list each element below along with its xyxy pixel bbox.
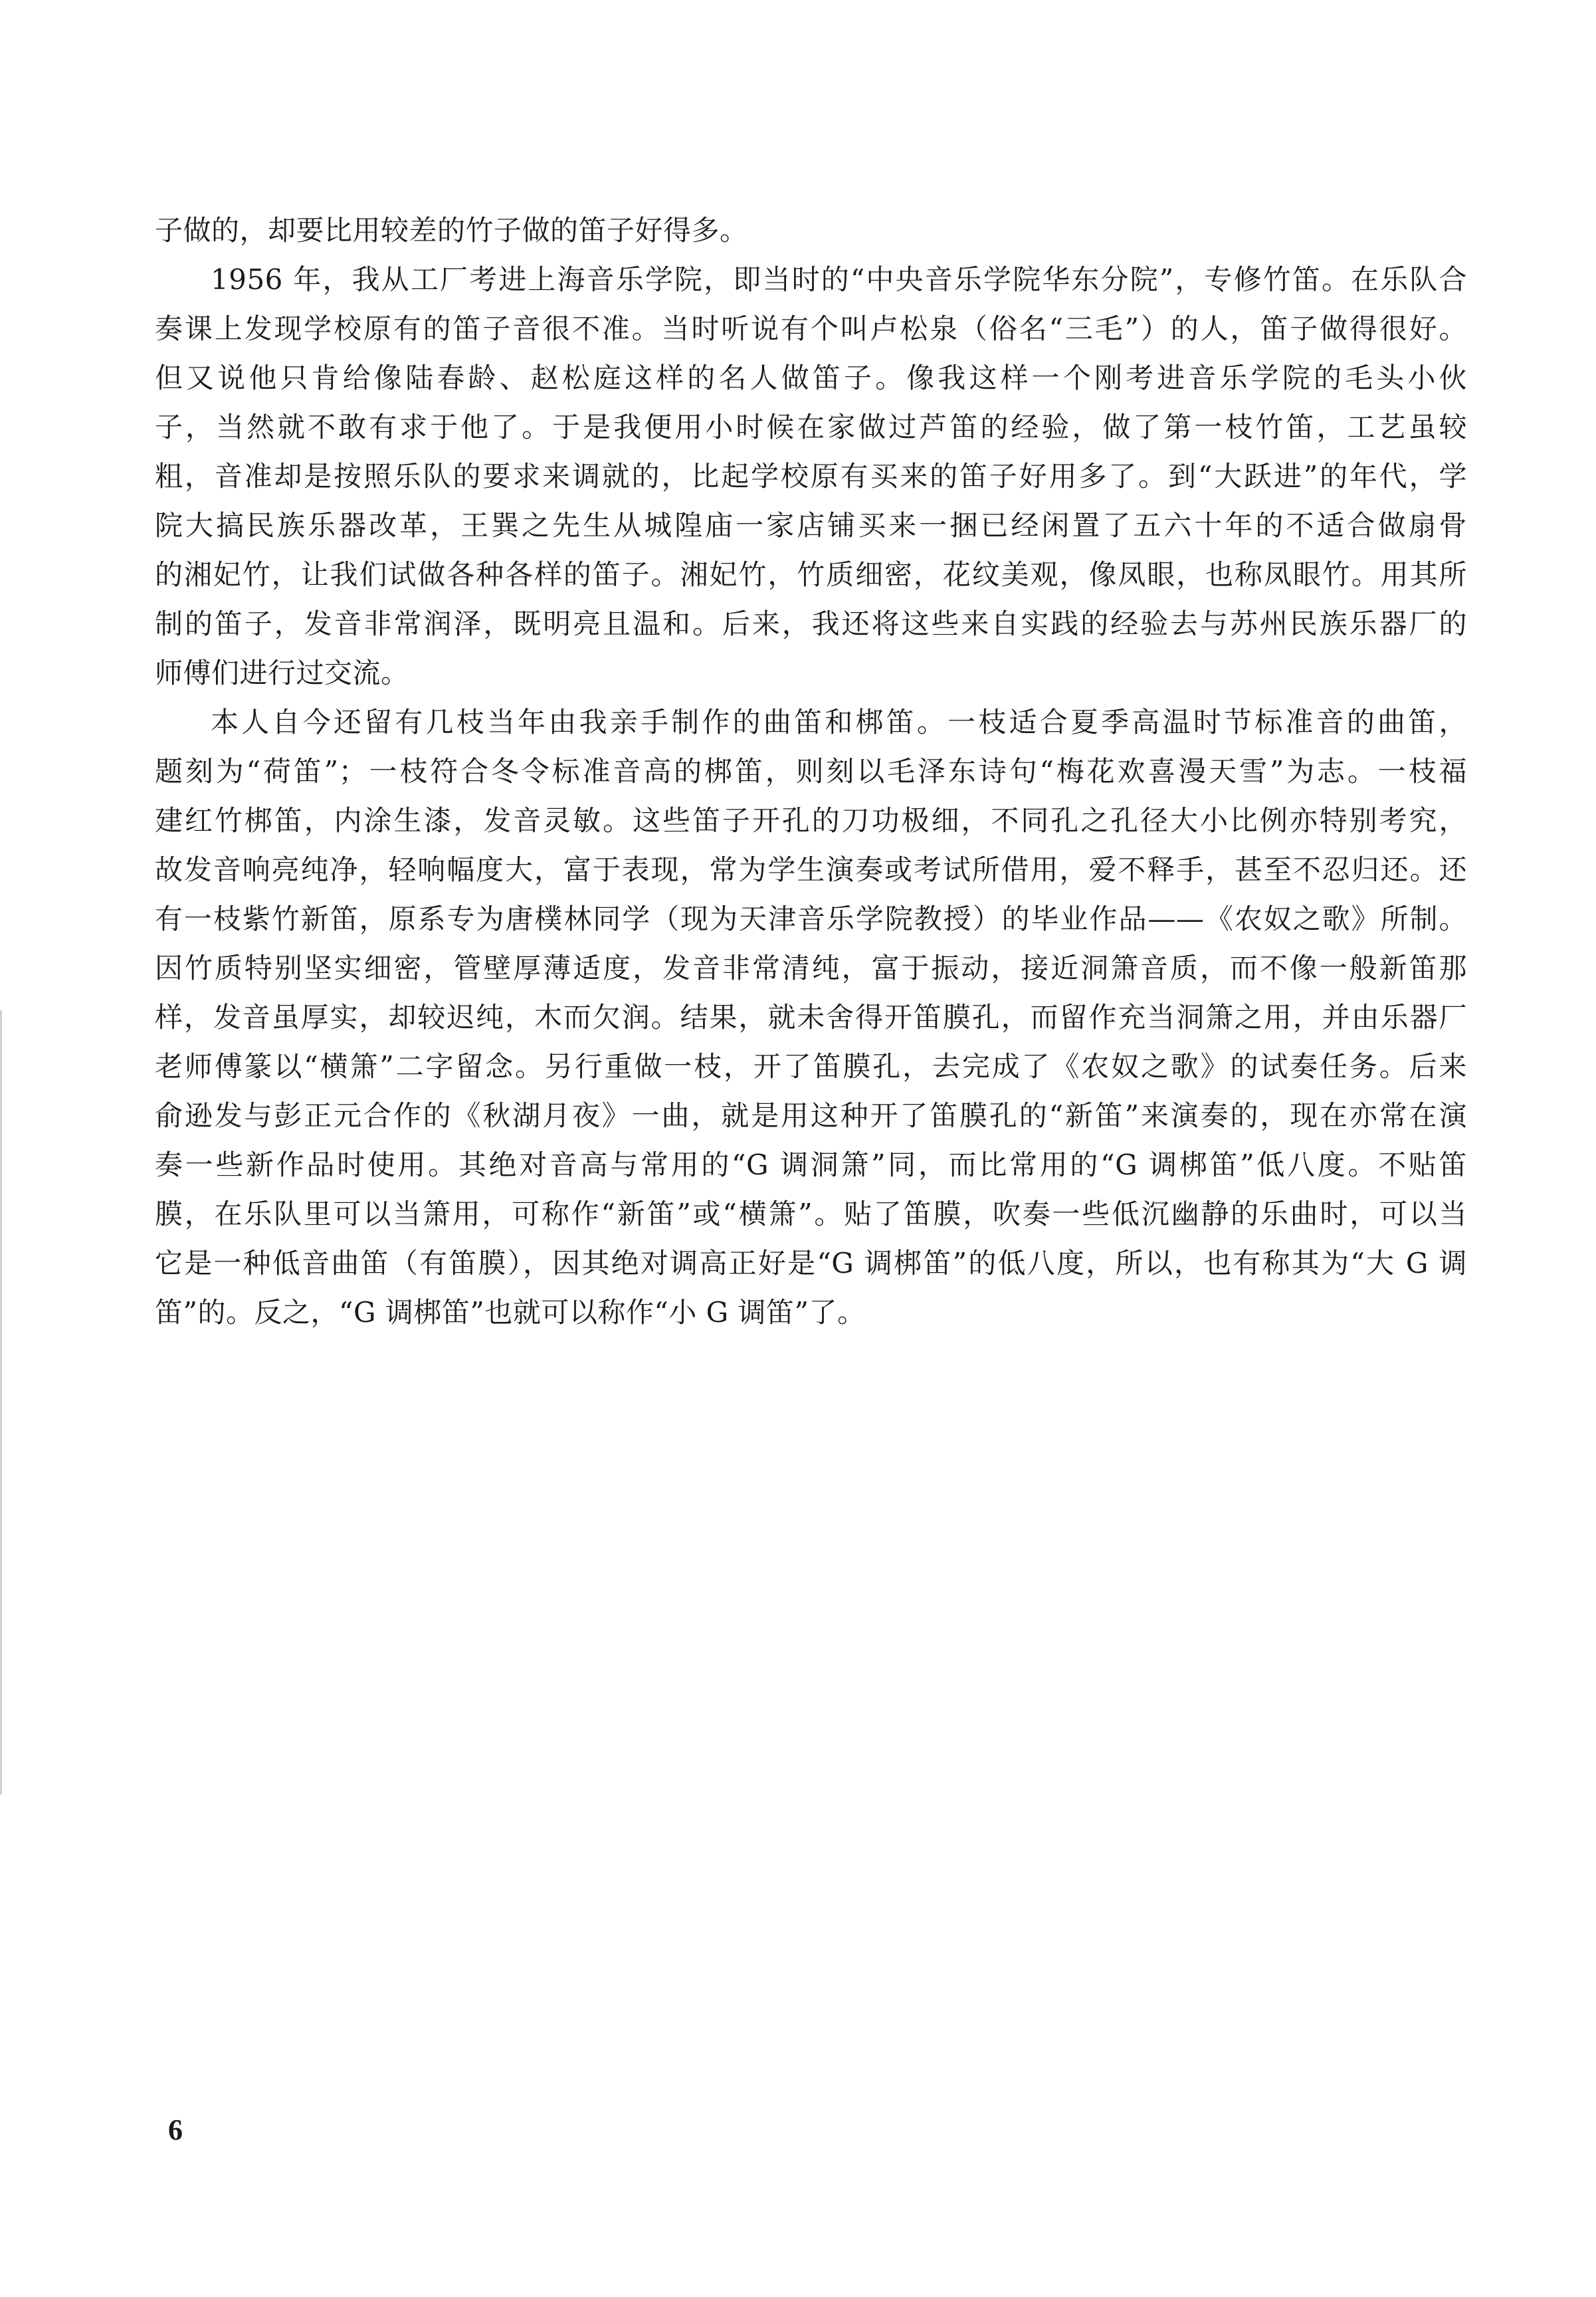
paragraph-line: 本人自今还留有几枝当年由我亲手制作的曲笛和梆笛。一枝适合夏季高温时节标准音的曲笛， xyxy=(211,706,1467,738)
paragraph-line: 1956 年，我从工厂考进上海音乐学院，即当时的“中央音乐学院华东分院”，专修竹笛。在乐队合 xyxy=(211,263,1467,296)
paragraph-line: 但又说他只肯给像陆春龄、赵松庭这样的名人做笛子。像我这样一个刚考进音乐学院的毛头小伙 xyxy=(155,362,1467,394)
paragraph-line: 题刻为“荷笛”；一枝符合冬令标准音高的梆笛，则刻以毛泽东诗句“梅花欢喜漫天雪”为志。一枝福 xyxy=(155,755,1467,788)
paragraph-line: 奏课上发现学校原有的笛子音很不准。当时听说有个叫卢松泉（俗名“三毛”）的人，笛子做得很好。 xyxy=(155,312,1467,345)
paragraph-line: 建红竹梆笛，内涂生漆，发音灵敏。这些笛子开孔的刀功极细，不同孔之孔径大小比例亦特别考究， xyxy=(155,804,1467,837)
paragraph-line: 的湘妃竹，让我们试做各种各样的笛子。湘妃竹，竹质细密，花纹美观，像凤眼，也称凤眼竹。用其所 xyxy=(155,558,1467,591)
paragraph-line: 制的笛子，发音非常润泽，既明亮且温和。后来，我还将这些来自实践的经验去与苏州民族乐器厂的 xyxy=(155,607,1467,640)
paragraph-line: 院大搞民族乐器改革，王巽之先生从城隍庙一家店铺买来一捆已经闲置了五六十年的不适合做扇骨 xyxy=(155,509,1467,542)
paragraph-line: 子做的，却要比用较差的竹子做的笛子好得多。 xyxy=(155,214,748,247)
paragraph-line: 有一枝紫竹新笛，原系专为唐樸林同学（现为天津音乐学院教授）的毕业作品——《农奴之歌》所制。 xyxy=(155,903,1467,935)
paragraph-line: 奏一些新作品时使用。其绝对音高与常用的“G 调洞箫”同，而比常用的“G 调梆笛”低八度。不贴笛 xyxy=(155,1148,1467,1181)
paragraph-line: 笛”的。反之，“G 调梆笛”也就可以称作“小 G 调笛”了。 xyxy=(155,1296,866,1329)
paragraph-line: 老师傅篆以“横箫”二字留念。另行重做一枝，开了笛膜孔，去完成了《农奴之歌》的试奏任务。后来 xyxy=(155,1050,1467,1083)
paragraph-line: 膜，在乐队里可以当箫用，可称作“新笛”或“横箫”。贴了笛膜，吹奏一些低沉幽静的乐曲时，可以当 xyxy=(155,1198,1467,1230)
paragraph-line: 粗，音准却是按照乐队的要求来调就的，比起学校原有买来的笛子好用多了。到“大跃进”的年代，学 xyxy=(155,460,1467,492)
scan-edge-shadow xyxy=(0,1010,2,1795)
paragraph-line: 故发音响亮纯净，轻响幅度大，富于表现，常为学生演奏或考试所借用，爱不释手，甚至不忍归还。还 xyxy=(155,853,1467,886)
paragraph-line: 师傅们进行过交流。 xyxy=(155,657,409,689)
paragraph-line: 子，当然就不敢有求于他了。于是我便用小时候在家做过芦笛的经验，做了第一枝竹笛，工艺虽较 xyxy=(155,411,1467,443)
paragraph-line: 俞逊发与彭正元合作的《秋湖月夜》一曲，就是用这种开了笛膜孔的“新笛”来演奏的，现在亦常在演 xyxy=(155,1099,1467,1132)
paragraph-line: 它是一种低音曲笛（有笛膜），因其绝对调高正好是“G 调梆笛”的低八度，所以，也有称其为“大 G 调 xyxy=(155,1247,1467,1279)
paragraph-line: 因竹质特别坚实细密，管壁厚薄适度，发音非常清纯，富于振动，接近洞箫音质，而不像一般新笛那 xyxy=(155,952,1467,984)
body-text xyxy=(155,211,1467,1343)
page-number: 6 xyxy=(168,2114,183,2146)
paragraph-line: 样，发音虽厚实，却较迟纯，木而欠润。结果，就未舍得开笛膜孔，而留作充当洞箫之用，并由乐器厂 xyxy=(155,1001,1467,1034)
